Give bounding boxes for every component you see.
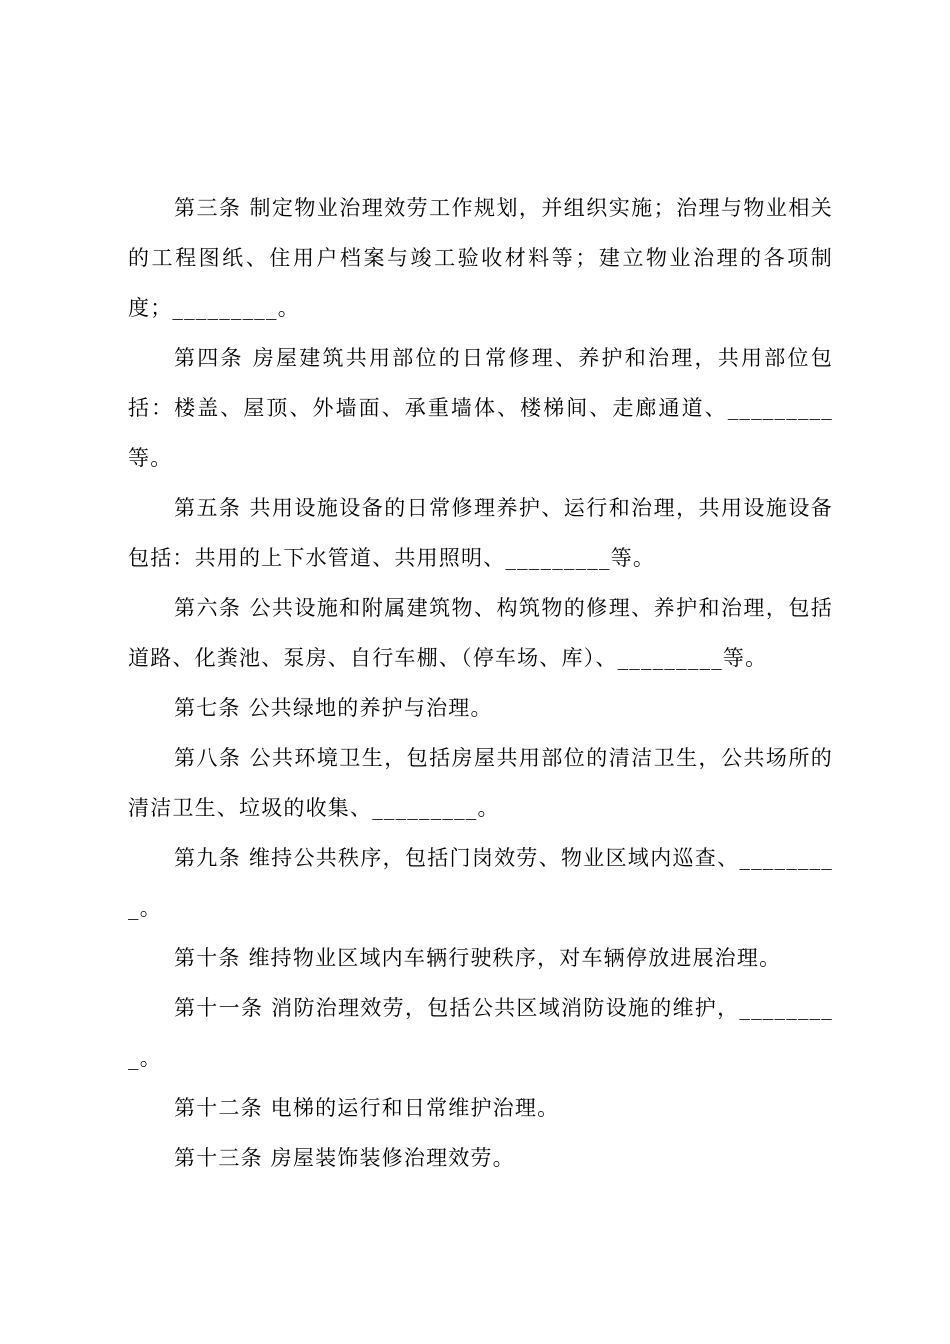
article-5: 第五条 共用设施设备的日常修理养护、运行和治理，共用设施设备包括：共用的上下水管道、共用照明、_________等。 <box>128 496 833 570</box>
article-9: 第九条 维持公共秩序，包括门岗效劳、物业区域内巡查、_________。 <box>128 846 833 920</box>
document-body <box>128 183 833 1183</box>
article-6: 第六条 公共设施和附属建筑物、构筑物的修理、养护和治理，包括道路、化粪池、泵房、自行车棚、（停车场、库）、_________等。 <box>128 596 833 670</box>
article-11: 第十一条 消防治理效劳，包括公共区域消防设施的维护，_________。 <box>128 996 833 1070</box>
article-7: 第七条 公共绿地的养护与治理。 <box>174 696 493 720</box>
article-4: 第四条 房屋建筑共用部位的日常修理、养护和治理，共用部位包括：楼盖、屋顶、外墙面、承重墙体、楼梯间、走廊通道、_________等。 <box>128 346 833 470</box>
article-8: 第八条 公共环境卫生，包括房屋共用部位的清洁卫生，公共场所的清洁卫生、垃圾的收集、_________。 <box>128 746 833 820</box>
article-12: 第十二条 电梯的运行和日常维护治理。 <box>174 1096 560 1120</box>
article-3: 第三条 制定物业治理效劳工作规划，并组织实施；治理与物业相关的工程图纸、住用户档案与竣工验收材料等；建立物业治理的各项制度；_________。 <box>128 196 833 320</box>
article-10: 第十条 维持物业区域内车辆行驶秩序，对车辆停放进展治理。 <box>174 946 782 970</box>
article-13: 第十三条 房屋装饰装修治理效劳。 <box>174 1146 515 1170</box>
